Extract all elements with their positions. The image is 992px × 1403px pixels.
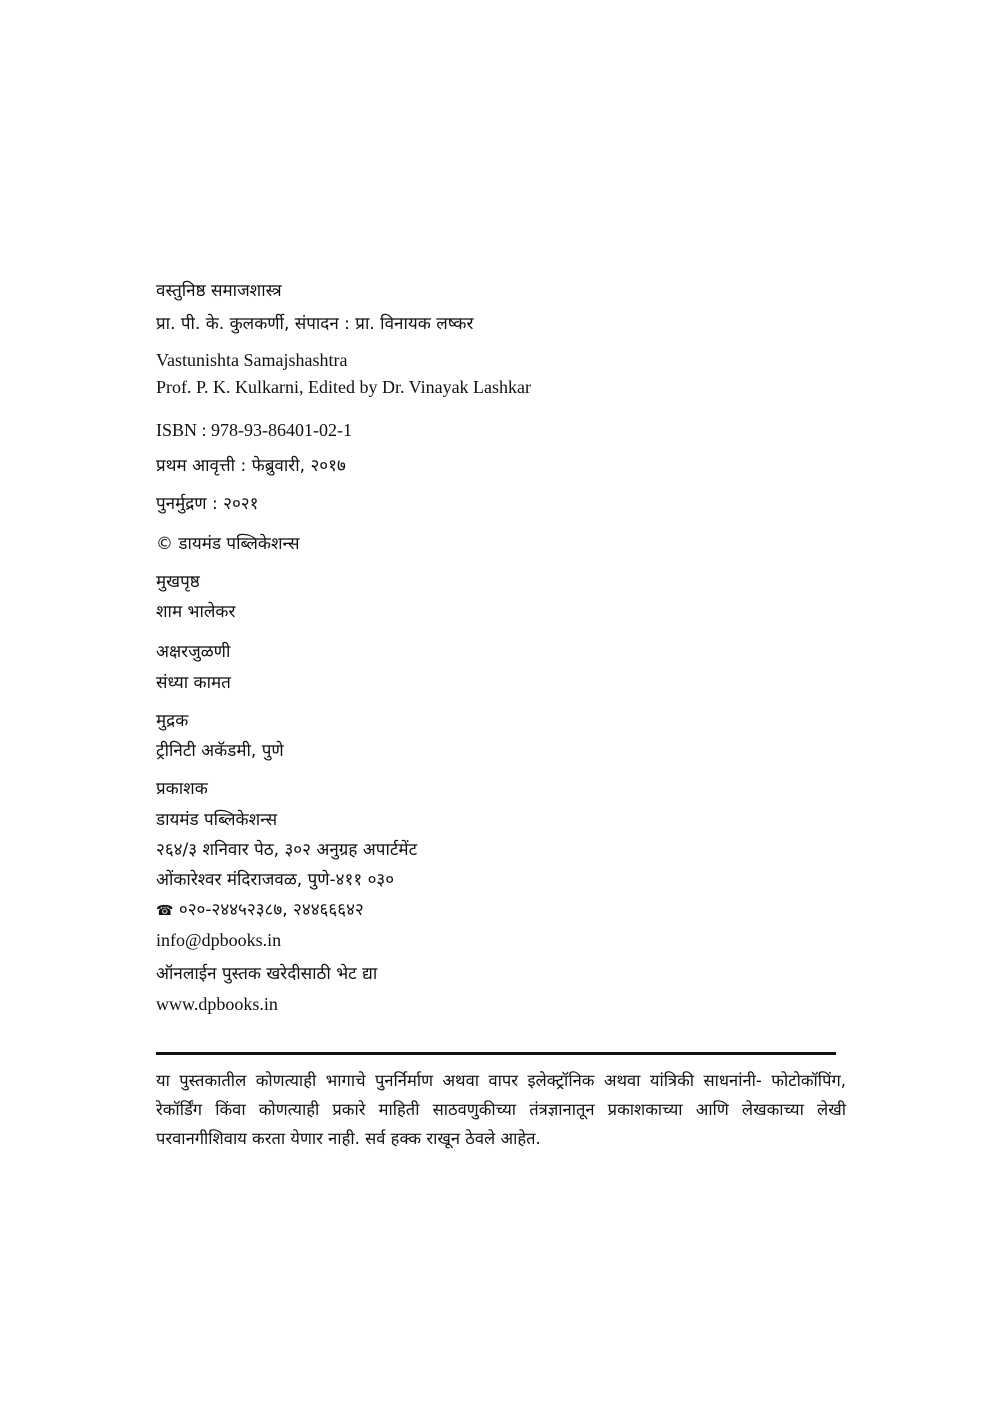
website-link[interactable]: www.dpbooks.in	[156, 994, 278, 1014]
phone-icon: ☎	[156, 903, 174, 919]
copyright: © डायमंड पब्लिकेशन्स	[156, 534, 300, 554]
isbn: ISBN : 978-93-86401-02-1	[156, 420, 352, 440]
online-purchase-label: ऑनलाईन पुस्तक खरेदीसाठी भेट द्या	[156, 964, 378, 984]
reprint: पुनर्मुद्रण : २०२१	[156, 494, 259, 514]
typesetter: संध्या कामत	[156, 673, 231, 693]
rights-notice: या पुस्तकातील कोणत्याही भागाचे पुनर्निर्माण अथवा वापर इलेक्ट्रॉनिक अथवा यांत्रिकी साधनांनी- फोटोकॉपिंग, रेकॉर्डिंग किंवा कोणत्याही प्रकारे माहिती साठवणुकीच्या तंत्रज्ञानातून प्रकाशकाच्या आणि लेखकाच्या लेखी परवानगीशिवाय करता येणार नाही. सर्व हक्क राखून ठेवले आहेत.	[156, 1071, 846, 1148]
cover-label: मुखपृष्ठ	[156, 572, 200, 592]
publisher-name: डायमंड पब्लिकेशन्स	[156, 810, 278, 830]
publisher-address-line1: २६४/३ शनिवार पेठ, ३०२ अनुग्रह अपार्टमेंट	[156, 840, 418, 860]
phone-numbers: ०२०-२४४५२३८७, २४४६६६४२	[178, 900, 364, 920]
book-title-marathi: वस्तुनिष्ठ समाजशास्त्र	[156, 281, 282, 301]
publisher-email[interactable]: info@dpbooks.in	[156, 930, 282, 950]
cover-artist: शाम भालेकर	[156, 602, 236, 622]
publisher-phone	[156, 899, 364, 922]
authors-marathi: प्रा. पी. के. कुलकर्णी, संपादन : प्रा. विनायक लष्कर	[156, 314, 474, 334]
book-title-english: Vastunishta Samajshashtra	[156, 350, 348, 370]
printer-label: मुद्रक	[156, 711, 189, 731]
printer-name: ट्रीनिटी अकॅडमी, पुणे	[156, 741, 284, 761]
publisher-address-line2: ओंकारेश्वर मंदिराजवळ, पुणे-४११ ०३०	[156, 870, 395, 890]
first-edition: प्रथम आवृत्ती : फेब्रुवारी, २०१७	[156, 456, 346, 476]
publisher-label: प्रकाशक	[156, 779, 208, 799]
authors-english: Prof. P. K. Kulkarni, Edited by Dr. Vinayak Lashkar	[156, 377, 532, 397]
divider	[156, 1052, 836, 1055]
typesetting-label: अक्षरजुळणी	[156, 642, 231, 662]
